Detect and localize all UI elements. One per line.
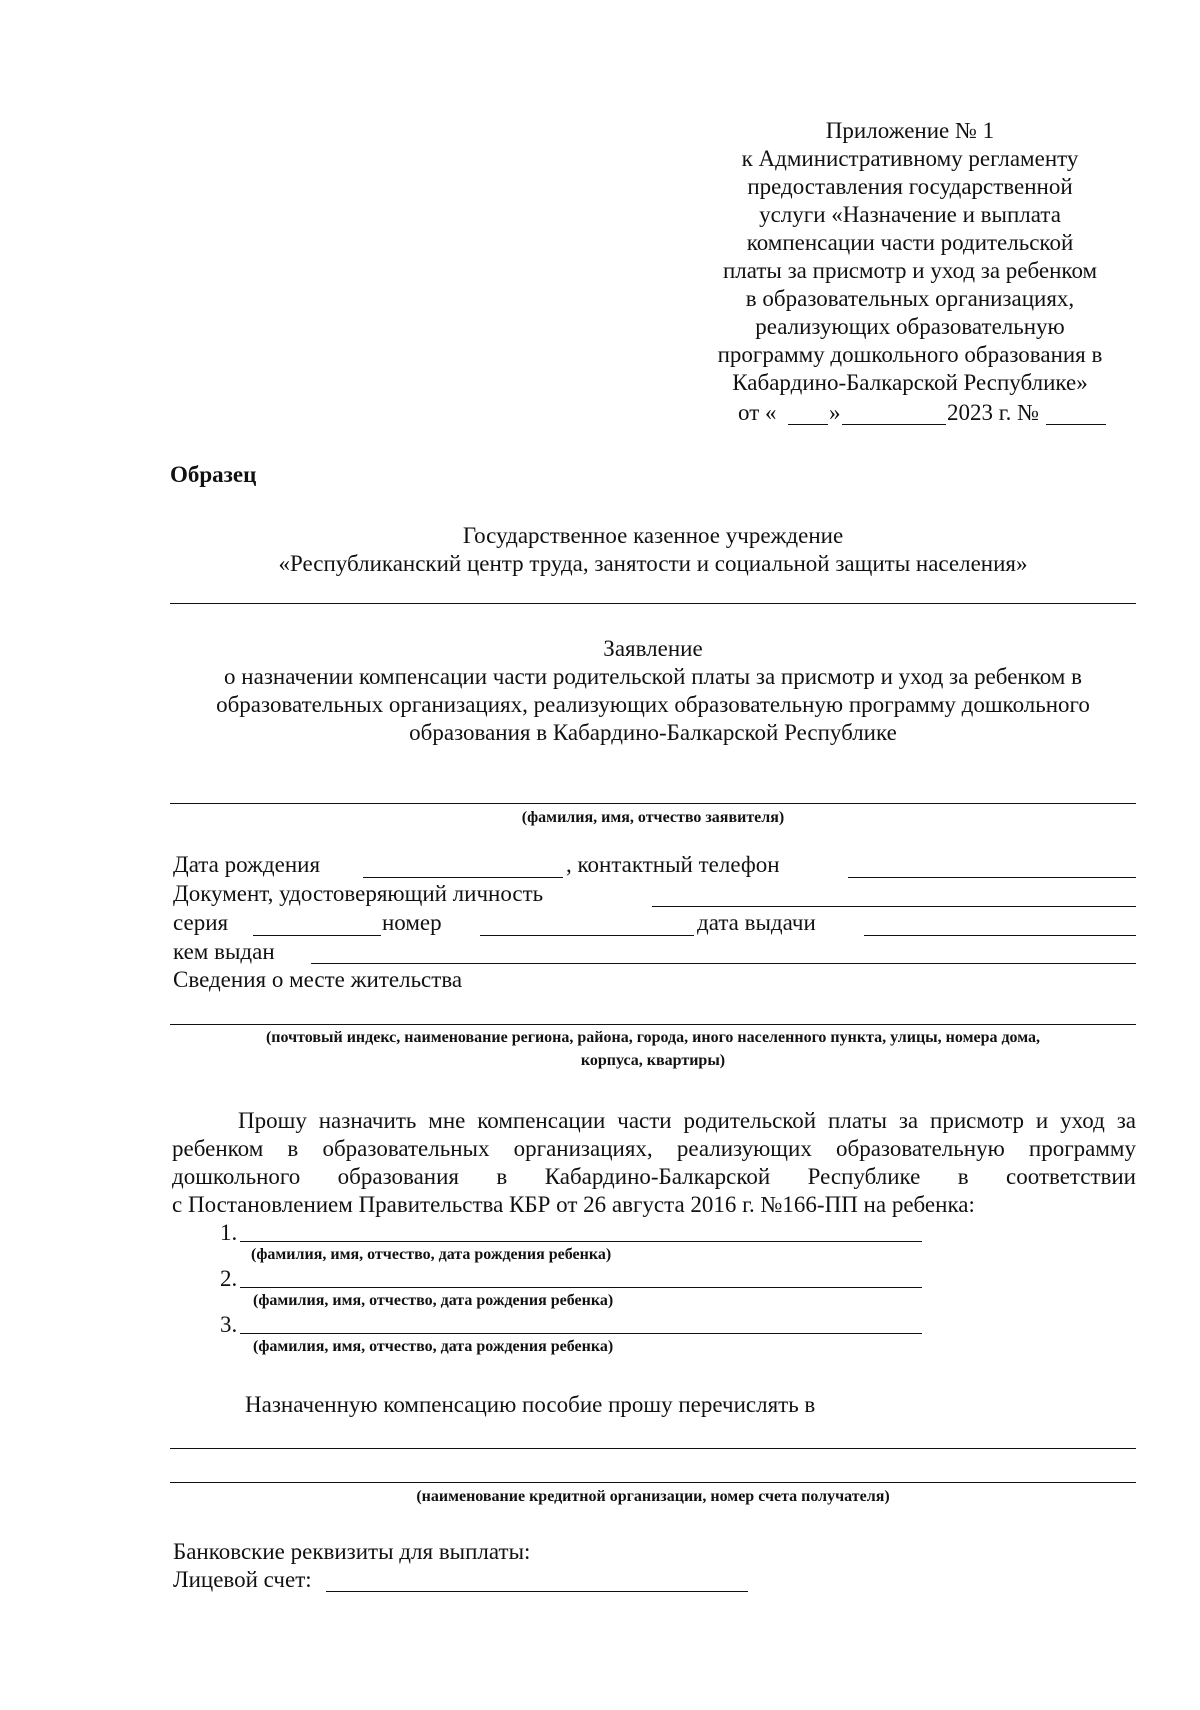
child-number: 3. (220, 1312, 238, 1337)
document-subtitle-line: о назначении компенсации части родительской платы за присмотр и уход за ребенком в (224, 664, 1082, 689)
request-line: ребенком в образовательных организациях, реализующих образовательную программу (172, 1136, 1136, 1161)
child-number: 2. (220, 1266, 238, 1291)
appendix-line: Приложение № 1 (825, 118, 995, 143)
bank-field-line-1[interactable] (170, 1448, 1136, 1449)
child-field[interactable] (240, 1333, 922, 1334)
bank-field-line-2[interactable] (170, 1482, 1136, 1483)
id-document-label: Документ, удостоверяющий личность (173, 881, 544, 906)
child-field[interactable] (240, 1241, 922, 1242)
applicant-name-caption: (фамилия, имя, отчество заявителя) (521, 809, 785, 826)
child-caption: (фамилия, имя, отчество, дата рождения ребенка) (253, 1292, 614, 1309)
issued-by-field[interactable] (311, 963, 1136, 964)
phone-field[interactable] (848, 877, 1136, 878)
request-line: дошкольного образования в Кабардино-Балкарской Республике в соответствии (172, 1164, 1136, 1189)
phone-label: , контактный телефон (566, 852, 780, 877)
sample-label: Образец (170, 462, 257, 487)
address-caption: (почтовый индекс, наименование региона, района, города, иного населенного пункта, улицы, номера дома, (265, 1029, 1041, 1046)
child-field[interactable] (240, 1287, 922, 1288)
appendix-line: в образовательных организациях, (745, 286, 1075, 311)
appendix-date-mid: » (829, 400, 841, 425)
issued-by-label: кем выдан (173, 939, 275, 964)
child-caption: (фамилия, имя, отчество, дата рождения ребенка) (253, 1338, 614, 1355)
account-field[interactable] (326, 1591, 748, 1592)
appendix-month-blank (842, 424, 946, 425)
appendix-day-blank (788, 424, 828, 425)
appendix-date-year: 2023 г. № (947, 400, 1040, 425)
birth-date-field[interactable] (363, 877, 563, 878)
document-subtitle-line: образования в Кабардино-Балкарской Республике (409, 720, 897, 745)
institution-full-name: «Республиканский центр труда, занятости и социальной защиты населения» (278, 551, 1028, 576)
institution-divider (170, 603, 1136, 604)
residence-label: Сведения о месте жительства (173, 967, 463, 992)
series-field[interactable] (253, 935, 381, 936)
series-label: серия (173, 910, 229, 935)
appendix-line: к Административному регламенту (741, 146, 1079, 171)
address-caption-cont: корпуса, квартиры) (580, 1052, 726, 1069)
transfer-text: Назначенную компенсацию пособие прошу перечислять в (245, 1392, 816, 1417)
institution-name: Государственное казенное учреждение (462, 523, 844, 548)
request-line: Прошу назначить мне компенсации части родительской платы за присмотр и уход за (238, 1108, 1136, 1133)
appendix-line: компенсации части родительской (746, 230, 1074, 255)
appendix-line: платы за присмотр и уход за ребенком (722, 258, 1098, 283)
bank-caption: (наименование кредитной организации, номер счета получателя) (416, 1488, 890, 1505)
birth-date-label: Дата рождения (173, 852, 321, 877)
number-field[interactable] (480, 935, 694, 936)
appendix-line: реализующих образовательную (755, 314, 1065, 339)
applicant-name-field[interactable] (170, 803, 1136, 804)
appendix-number-blank (1046, 424, 1106, 425)
child-caption: (фамилия, имя, отчество, дата рождения ребенка) (251, 1246, 612, 1263)
issue-date-field[interactable] (864, 935, 1136, 936)
document-title: Заявление (603, 636, 703, 661)
child-number: 1. (220, 1220, 238, 1245)
number-label: номер (382, 910, 442, 935)
residence-field[interactable] (170, 1024, 1136, 1025)
appendix-line: услуги «Назначение и выплата (759, 202, 1061, 227)
appendix-line: программу дошкольного образования в (717, 342, 1103, 367)
request-line: с Постановлением Правительства КБР от 26 августа 2016 г. №166-ПП на ребенка: (172, 1192, 975, 1217)
id-document-field[interactable] (652, 906, 1136, 907)
appendix-date-prefix: от « (738, 400, 777, 425)
appendix-line: предоставления государственной (747, 174, 1073, 199)
account-label: Лицевой счет: (173, 1567, 312, 1592)
document-subtitle-line: образовательных организациях, реализующих образовательную программу дошкольного (216, 692, 1090, 717)
appendix-line: Кабардино-Балкарской Республике» (732, 370, 1088, 395)
bank-details-label: Банковские реквизиты для выплаты: (173, 1539, 531, 1564)
issue-date-label: дата выдачи (697, 910, 816, 935)
